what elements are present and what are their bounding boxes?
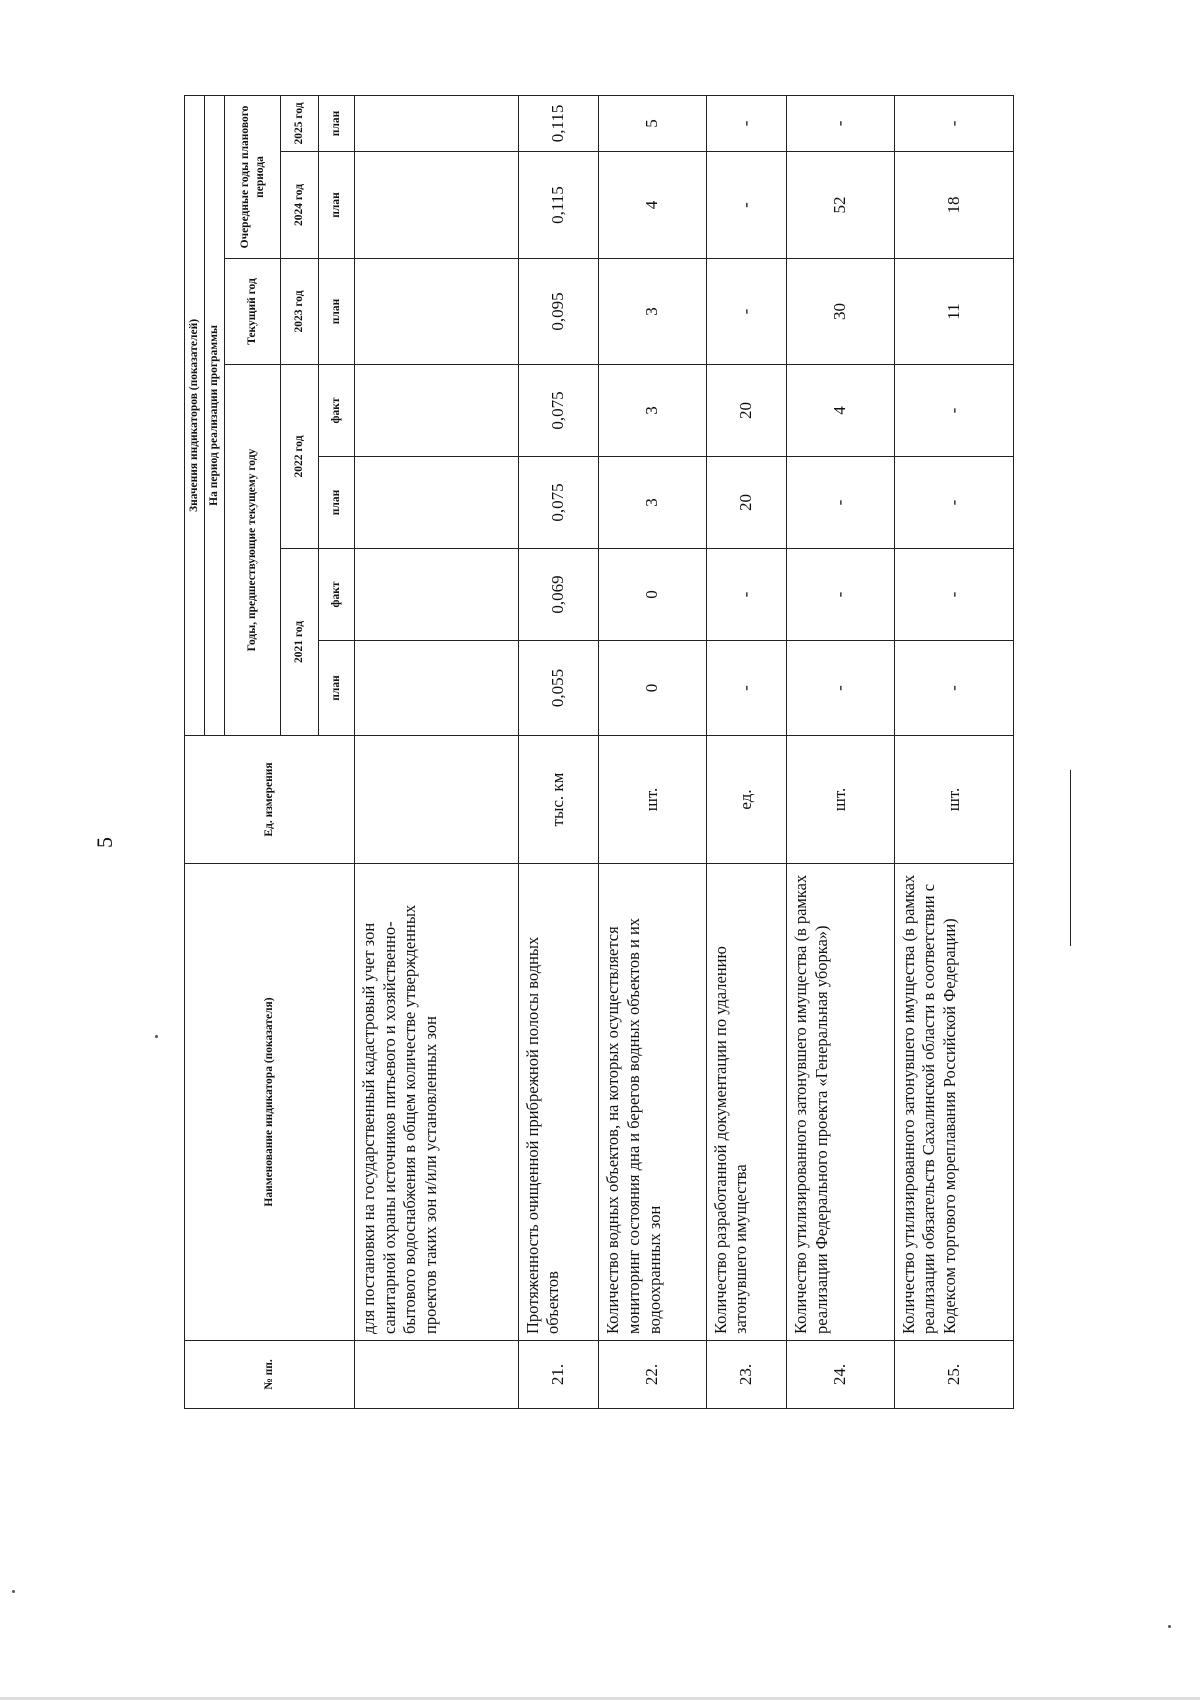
header-name: Наименование индикатора (показателя) (185, 864, 355, 1341)
value-2024-plan: - (706, 152, 787, 259)
value-2022-plan: 3 (599, 457, 706, 549)
value-2024-plan: 4 (599, 152, 706, 259)
table-row (599, 95, 706, 1408)
value-2022-plan: - (894, 457, 1013, 549)
value-2023-plan: - (706, 259, 787, 365)
row-name: Количество водных объектов, на которых осуществляется мониторинг состояния дна и берегов водных объектов и их водоохранных зон (599, 864, 706, 1341)
value-2023-plan: 3 (599, 259, 706, 365)
value-2021-fact: 0,069 (518, 549, 599, 641)
scan-speck (12, 1590, 15, 1593)
header-plan-2025: план (319, 95, 355, 151)
value-2023-plan: 30 (787, 259, 894, 365)
value-2025-plan: 5 (599, 95, 706, 151)
row-name: Количество разработанной документации по удалению затонувшего имущества (706, 864, 787, 1341)
value-2025-plan (355, 95, 519, 151)
value-2021-plan: - (894, 641, 1013, 736)
row-name: для постановки на государственный кадастровый учет зон санитарной охраны источников питьевого и хозяйственно-бытового водоснабжения в общем количестве утвержденных проектов таких зон и/или установленных зон (355, 864, 519, 1341)
table-row (787, 95, 894, 1408)
value-2022-plan (355, 457, 519, 549)
value-2024-plan: 18 (894, 152, 1013, 259)
value-2024-plan: 0,115 (518, 152, 599, 259)
footnote-separator (1070, 770, 1071, 946)
value-2021-fact: - (706, 549, 787, 641)
header-fact-2022: факт (319, 365, 355, 457)
header-current-year: Текущий год (225, 259, 281, 365)
header-plan-2024: план (319, 152, 355, 259)
header-prev-years: Годы, предшествующие текущему году (225, 365, 281, 736)
row-unit: тыс. км (518, 736, 599, 864)
header-year-2023: 2023 год (281, 259, 319, 365)
scan-speck (155, 1035, 158, 1038)
header-plan-2023: план (319, 259, 355, 365)
row-unit: шт. (787, 736, 894, 864)
value-2021-fact (355, 549, 519, 641)
header-year-2025: 2025 год (281, 95, 319, 151)
row-num: 23. (706, 1341, 787, 1409)
row-unit: шт. (599, 736, 706, 864)
value-2023-plan: 0,095 (518, 259, 599, 365)
header-year-2022: 2022 год (281, 365, 319, 549)
header-year-2021: 2021 год (281, 549, 319, 736)
rotated-table-container (184, 96, 1014, 1409)
table-row (706, 95, 787, 1408)
header-plan-2021: план (319, 641, 355, 736)
row-num: 25. (894, 1341, 1013, 1409)
scan-speck (1168, 1625, 1171, 1628)
row-name: Количество утилизированного затонувшего имущества (в рамках реализации обязательств Сахалинской области в соответствии с Кодексом торгового мореплавания Российской Федерации) (894, 864, 1013, 1341)
page-number: 5 (92, 837, 117, 848)
value-2022-plan: 0,075 (518, 457, 599, 549)
value-2023-plan: 11 (894, 259, 1013, 365)
value-2021-fact: - (787, 549, 894, 641)
row-num: 24. (787, 1341, 894, 1409)
value-2022-fact: 20 (706, 365, 787, 457)
indicators-table (184, 95, 1014, 1409)
header-year-2024: 2024 год (281, 152, 319, 259)
value-2021-plan: - (787, 641, 894, 736)
row-num (355, 1341, 519, 1409)
header-next-years: Очередные годы планового периода (225, 95, 281, 258)
table-row (894, 95, 1013, 1408)
value-2022-fact: 3 (599, 365, 706, 457)
value-2021-plan: 0 (599, 641, 706, 736)
value-2024-plan (355, 152, 519, 259)
value-2022-fact: - (894, 365, 1013, 457)
value-2022-fact: 0,075 (518, 365, 599, 457)
value-2022-fact: 4 (787, 365, 894, 457)
value-2022-plan: 20 (706, 457, 787, 549)
value-2021-plan: 0,055 (518, 641, 599, 736)
value-2021-fact: 0 (599, 549, 706, 641)
header-num: № пп. (185, 1341, 355, 1409)
value-2021-fact: - (894, 549, 1013, 641)
value-2025-plan: - (706, 95, 787, 151)
row-name: Количество утилизированного затонувшего имущества (в рамках реализации Федерального проекта «Генеральная уборка») (787, 864, 894, 1341)
value-2023-plan (355, 259, 519, 365)
value-2025-plan: 0,115 (518, 95, 599, 151)
header-fact-2021: факт (319, 549, 355, 641)
header-plan-2022: план (319, 457, 355, 549)
row-num: 21. (518, 1341, 599, 1409)
header-unit: Ед. измерения (185, 736, 355, 864)
header-period-group: На период реализации программы (205, 95, 225, 735)
row-name: Протяженность очищенной прибрежной полосы водных объектов (518, 864, 599, 1341)
row-unit: ед. (706, 736, 787, 864)
value-2021-plan: - (706, 641, 787, 736)
value-2024-plan: 52 (787, 152, 894, 259)
header-values-group: Значения индикаторов (показателей) (185, 95, 205, 735)
value-2025-plan: - (894, 95, 1013, 151)
row-unit (355, 736, 519, 864)
value-2022-plan: - (787, 457, 894, 549)
row-num: 22. (599, 1341, 706, 1409)
table-row (355, 95, 519, 1408)
value-2021-plan (355, 641, 519, 736)
table-row (518, 95, 599, 1408)
value-2025-plan: - (787, 95, 894, 151)
value-2022-fact (355, 365, 519, 457)
row-unit: шт. (894, 736, 1013, 864)
